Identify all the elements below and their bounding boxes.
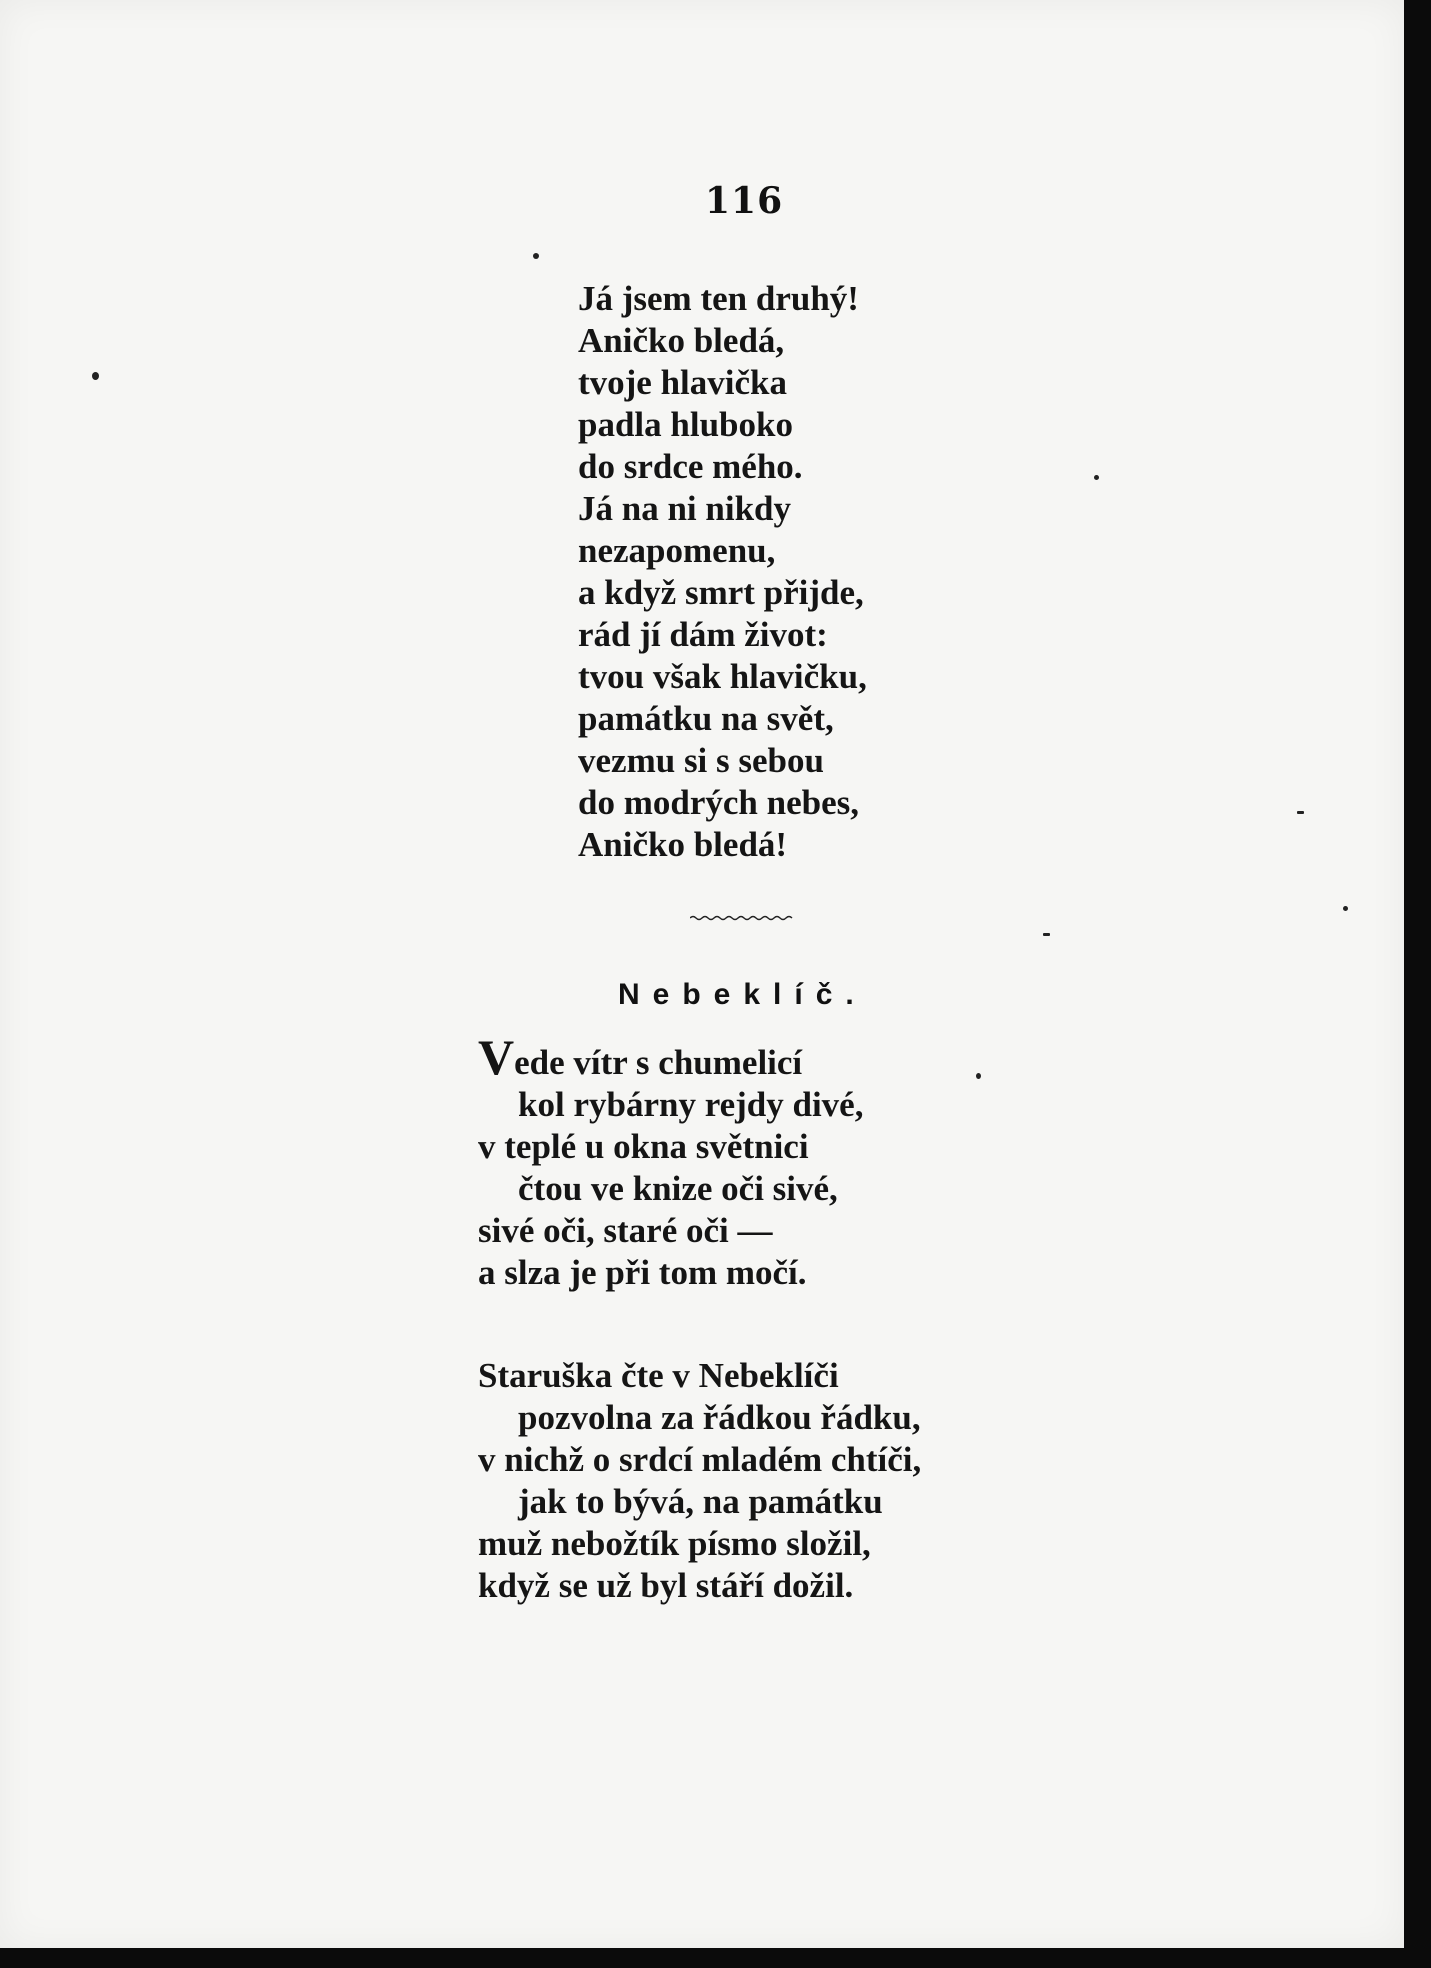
stanza-1 xyxy=(478,1029,864,1294)
scan-speck xyxy=(1297,811,1304,814)
poem-line: když se už byl stáří dožil. xyxy=(478,1566,854,1605)
poem-line: pozvolna za řádkou řádku, xyxy=(518,1398,921,1437)
poem-line: rád jí dám život: xyxy=(578,615,828,654)
poem-line: do modrých nebes, xyxy=(578,783,859,822)
scan-speck xyxy=(976,1073,981,1079)
scan-speck xyxy=(1343,906,1348,911)
poem-line: Já na ni nikdy xyxy=(578,489,792,528)
section-title: Nebeklíč. xyxy=(618,978,867,1011)
poem-line: vezmu si s sebou xyxy=(578,741,824,780)
poem-line: a když smrt přijde, xyxy=(578,573,864,612)
poem-line: tvoje hlavička xyxy=(578,363,788,402)
scan-speck xyxy=(92,372,99,380)
poem-line: v nichž o srdcí mladém chtíči, xyxy=(478,1440,922,1479)
poem-line: padla hluboko xyxy=(578,405,793,444)
poem-line: muž nebožtík písmo složil, xyxy=(478,1524,871,1563)
poem-continuation xyxy=(578,278,867,866)
poem-line: kol rybárny rejdy divé, xyxy=(518,1085,864,1124)
poem-line: Staruška čte v Nebeklíči xyxy=(478,1356,839,1395)
poem-line: a slza je při tom močí. xyxy=(478,1253,807,1292)
stanza-2 xyxy=(478,1355,921,1607)
first-line-rest: ede vítr s chumelicí xyxy=(514,1043,803,1082)
poem-line: do srdce mého. xyxy=(578,447,803,486)
poem-line: Aničko bledá, xyxy=(578,321,785,360)
dropcap: V xyxy=(478,1029,515,1085)
poem-line: nezapomenu, xyxy=(578,531,776,570)
poem-line: v teplé u okna světnici xyxy=(478,1127,809,1166)
scan-speck xyxy=(1094,475,1099,480)
scan-speck xyxy=(533,253,539,259)
poem-line: tvou však hlavičku, xyxy=(578,657,867,696)
poem-line: Aničko bledá! xyxy=(578,825,788,864)
poem-line: památku na svět, xyxy=(578,699,834,738)
poem-line: Já jsem ten druhý! xyxy=(578,279,859,318)
wavy-divider xyxy=(690,915,794,921)
poem-line: jak to bývá, na památku xyxy=(518,1482,883,1521)
poem-line: sivé oči, staré oči — xyxy=(478,1211,773,1250)
page-number: 116 xyxy=(705,180,784,222)
scan-speck xyxy=(1043,933,1050,936)
poem-line-first xyxy=(478,1029,863,1085)
poem-line: čtou ve knize oči sivé, xyxy=(518,1169,838,1208)
